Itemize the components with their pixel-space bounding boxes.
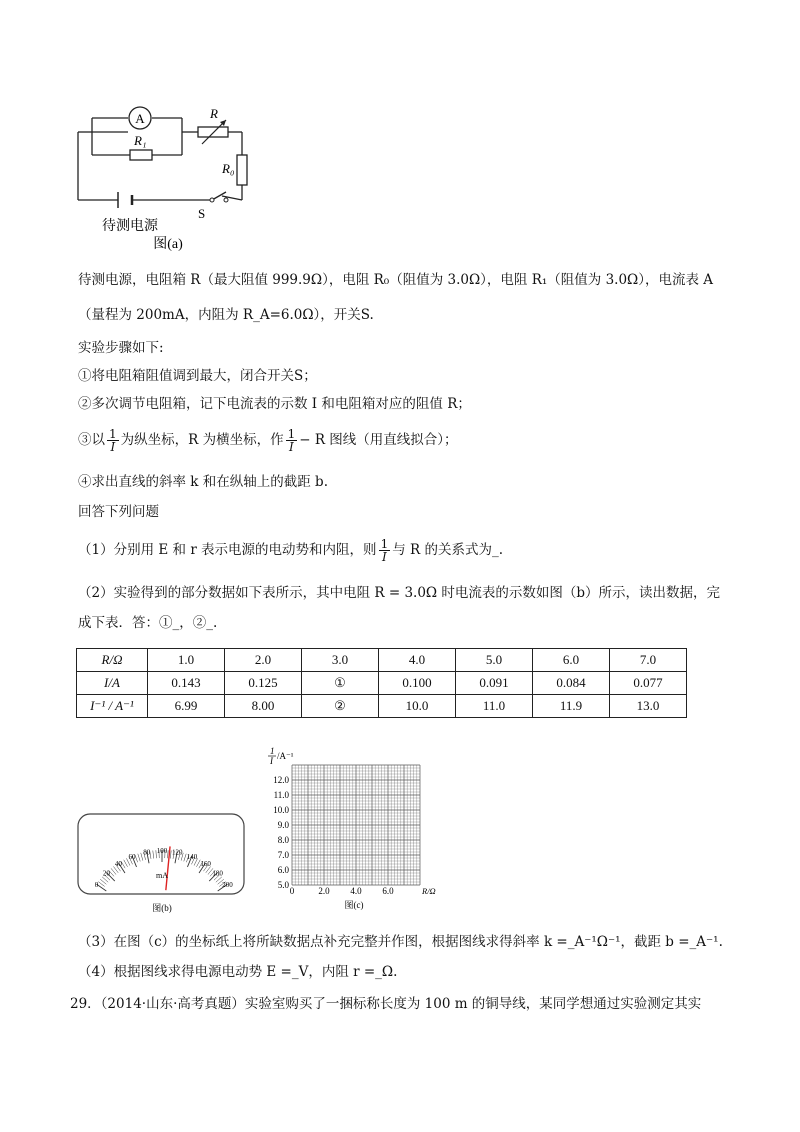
table-cell: 0.100 xyxy=(379,672,456,695)
meter-tick-label: 200 xyxy=(222,881,233,890)
step-2: ②多次调节电阻箱，记下电流表的示数 I 和电阻箱对应的阻值 R； xyxy=(78,396,471,412)
grid-y-tick-label: 12.0 xyxy=(273,775,289,785)
grid-origin-label: 0 xyxy=(289,886,295,896)
frac-den: I xyxy=(110,440,116,454)
grid-y-tick-label: 10.0 xyxy=(273,805,289,815)
table-row xyxy=(77,672,687,695)
table-cell: 0.084 xyxy=(533,672,610,695)
table-cell: ① xyxy=(302,672,379,695)
figure-b-caption: 图(b) xyxy=(152,903,172,913)
y-axis-label: /A⁻¹ xyxy=(277,751,294,761)
data-table xyxy=(76,648,687,718)
steps-title: 实验步骤如下: xyxy=(78,340,164,356)
step-3-prefix: ③以 xyxy=(78,432,105,448)
grid-y-tick-label: 6.0 xyxy=(277,865,289,875)
switch-label: S xyxy=(198,206,206,221)
ammeter-dial-figure xyxy=(76,812,248,916)
table-cell: 0.125 xyxy=(225,672,302,695)
meter-tick-label: 160 xyxy=(200,859,211,868)
materials-line-1: 待测电源，电阻箱 R（最大阻值 999.9Ω），电阻 R₀（阻值为 3.0Ω），电阻 R₁（阻值为 3.0Ω），电流表 A xyxy=(78,272,714,288)
answer-title: 回答下列问题 xyxy=(78,504,159,520)
meter-tick-label: 40 xyxy=(114,859,122,868)
figure-a-caption: 图(a) xyxy=(153,237,183,252)
table-cell: 11.0 xyxy=(456,695,533,718)
materials-line-2: （量程为 200mA，内阻为 R_A=6.0Ω），开关S. xyxy=(78,307,374,323)
table-cell: 3.0 xyxy=(302,649,379,672)
meter-tick-label: 0 xyxy=(94,881,99,890)
meter-tick-label: 140 xyxy=(186,852,198,861)
table-cell: 6.99 xyxy=(148,695,225,718)
table-cell: 10.0 xyxy=(379,695,456,718)
question-1 xyxy=(78,538,503,563)
fraction-1-over-i-2: $\frac{1}{I}$ xyxy=(287,427,296,454)
step-1: ①将电阻箱阻值调到最大，闭合开关S； xyxy=(78,368,317,384)
table-row xyxy=(77,695,687,718)
table-row xyxy=(77,649,687,672)
variable-resistor xyxy=(198,127,228,137)
question-3: （3）在图（c）的坐标纸上将所缺数据点补充完整并作图，根据图线求得斜率 k =_A⁻¹Ω⁻¹，截距 b =_A⁻¹. xyxy=(78,934,723,950)
y-axis-fraction-den: I xyxy=(270,756,273,766)
r0-label: R₀ xyxy=(222,161,235,176)
step-3-suffix: − R 图线（用直线拟合）； xyxy=(299,432,458,448)
grid-x-tick-label: 6.0 xyxy=(382,886,394,896)
table-cell: 11.9 xyxy=(533,695,610,718)
meter-tick-label: 100 xyxy=(156,847,168,855)
graph-paper-figure xyxy=(262,742,442,918)
ammeter-label: A xyxy=(135,111,145,126)
table-cell: 0.143 xyxy=(148,672,225,695)
meter-tick-label: 20 xyxy=(102,869,110,878)
grid-y-tick-label: 9.0 xyxy=(277,820,289,830)
question-29: 29．（2014·山东·高考真题）实验室购买了一捆标称长度为 100 m 的铜导线，某同学想通过实验测定其实 xyxy=(70,996,702,1012)
table-cell: ② xyxy=(302,695,379,718)
table-cell: 4.0 xyxy=(379,649,456,672)
table-cell: 5.0 xyxy=(456,649,533,672)
step-3-middle: 为纵坐标，R 为横坐标，作 xyxy=(120,432,284,448)
variable-resistor-label: R xyxy=(210,106,218,121)
grid-y-tick-label: 7.0 xyxy=(277,850,289,860)
question-4: （4）根据图线求得电源电动势 E =_V，内阻 r =_Ω. xyxy=(78,964,398,980)
frac-num: 1 xyxy=(109,427,117,441)
table-cell: 7.0 xyxy=(610,649,687,672)
question-2-line-2: 成下表．答：①_，②_. xyxy=(78,615,218,631)
circuit-diagram xyxy=(70,100,270,260)
step-3 xyxy=(78,428,458,453)
r1-label: R₁ xyxy=(134,133,147,148)
table-row-header: I⁻¹ / A⁻¹ xyxy=(77,695,148,718)
table-row-header: I/A xyxy=(77,672,148,695)
table-cell: 13.0 xyxy=(610,695,687,718)
meter-tick-label: 60 xyxy=(128,852,136,861)
q1-prefix: （1）分别用 E 和 r 表示电源的电动势和内阻，则 xyxy=(78,542,377,558)
q1-suffix: 与 R 的关系式为_. xyxy=(392,542,503,558)
table-row-header: R/Ω xyxy=(77,649,148,672)
y-axis-fraction-num: 1 xyxy=(270,746,275,756)
table-cell: 0.077 xyxy=(610,672,687,695)
table-cell: 2.0 xyxy=(225,649,302,672)
grid-y-tick-label: 11.0 xyxy=(273,790,289,800)
fraction-1-over-i xyxy=(107,428,119,453)
grid-y-tick-label: 5.0 xyxy=(277,880,289,890)
q1-fraction: $\frac{1}{I}$ xyxy=(380,537,389,564)
table-cell: 0.091 xyxy=(456,672,533,695)
r1-resistor xyxy=(130,150,152,160)
grid-y-tick-label: 8.0 xyxy=(277,835,289,845)
meter-tick-label: 120 xyxy=(172,848,183,857)
table-cell: 6.0 xyxy=(533,649,610,672)
r0-resistor xyxy=(237,155,247,185)
meter-unit: mA xyxy=(156,871,168,880)
source-label: 待测电源 xyxy=(102,219,158,234)
meter-tick-label: 80 xyxy=(143,848,151,857)
grid-x-tick-label: 2.0 xyxy=(318,886,330,896)
figure-c-caption: 图(c) xyxy=(344,900,364,910)
table-cell: 8.00 xyxy=(225,695,302,718)
question-2-line-1: （2）实验得到的部分数据如下表所示，其中电阻 R = 3.0Ω 时电流表的示数如图（b）所示，读出数据，完 xyxy=(78,585,721,601)
grid-x-tick-label: 4.0 xyxy=(350,886,362,896)
step-4: ④求出直线的斜率 k 和在纵轴上的截距 b. xyxy=(78,474,328,490)
meter-tick-label: 180 xyxy=(212,869,223,878)
x-axis-label: R/Ω xyxy=(422,886,436,896)
table-cell: 1.0 xyxy=(148,649,225,672)
